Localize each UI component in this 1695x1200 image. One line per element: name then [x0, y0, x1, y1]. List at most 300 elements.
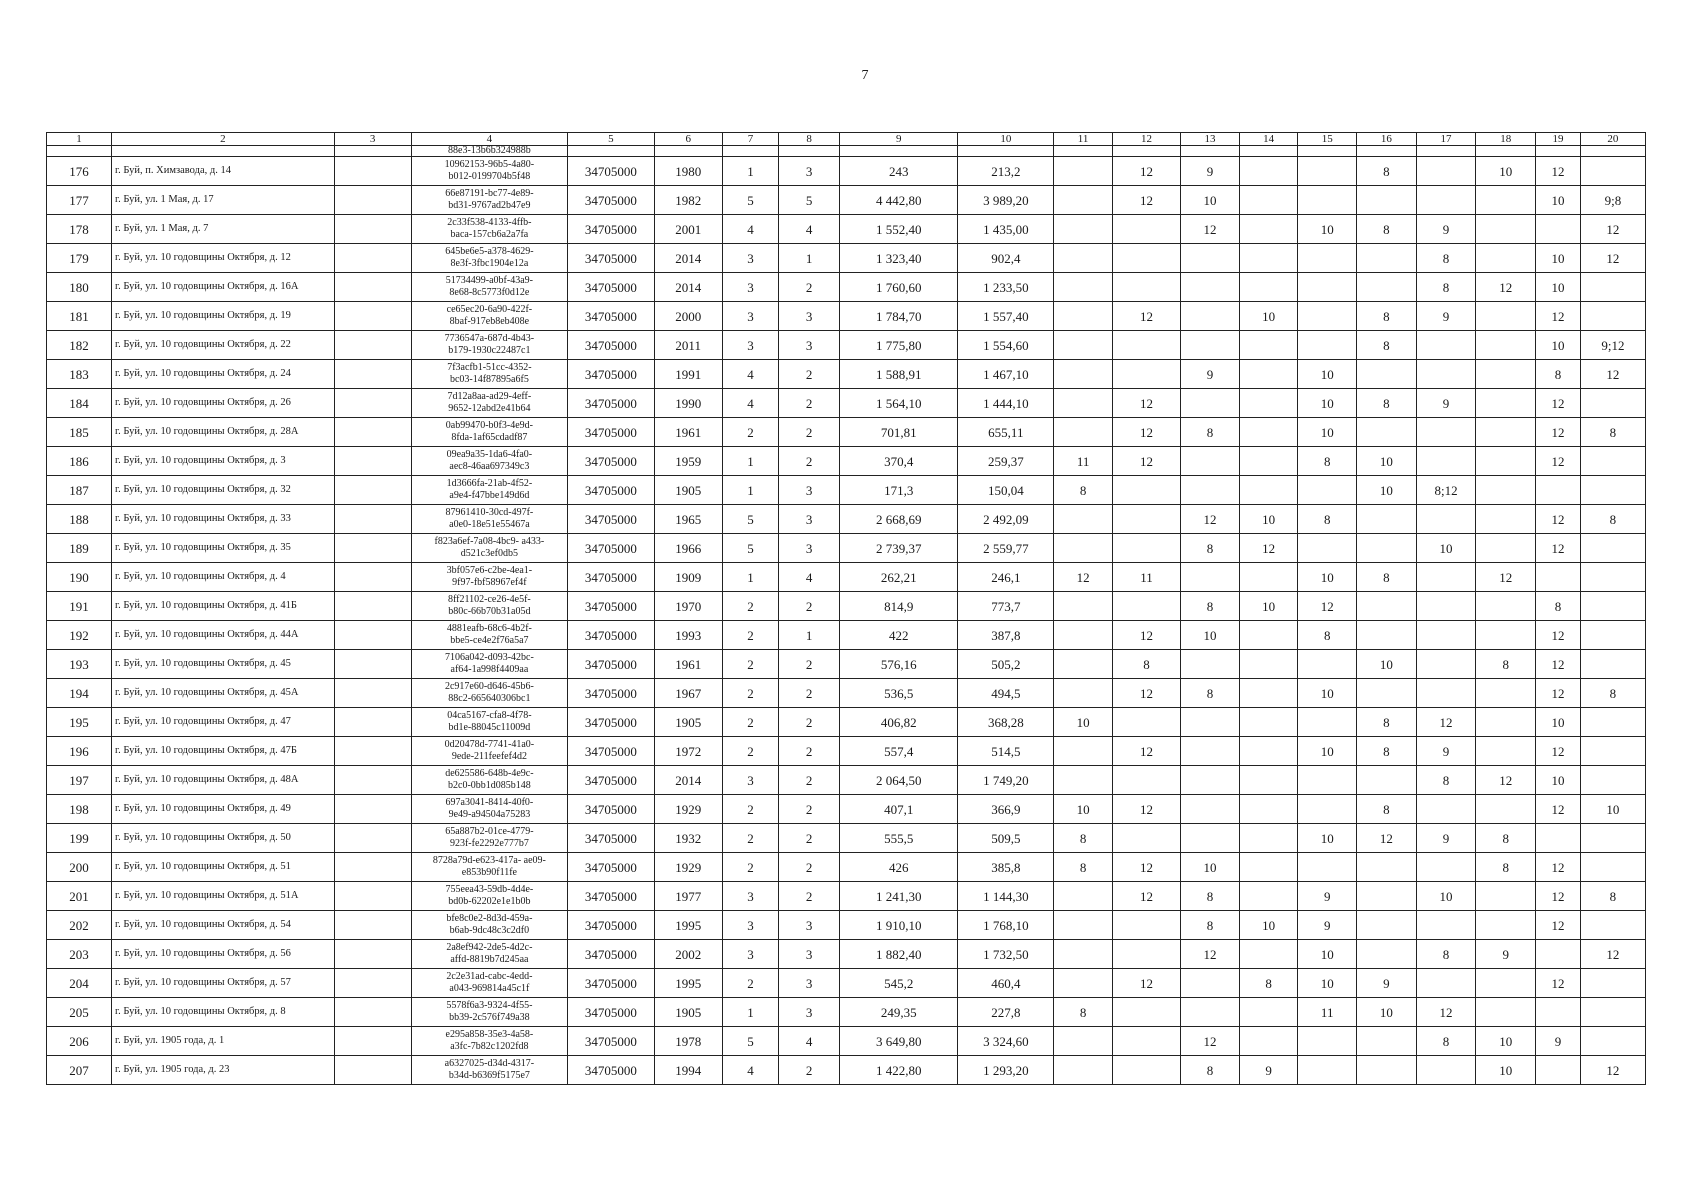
- value-cell: [1239, 389, 1298, 418]
- value-cell: 12: [1112, 795, 1180, 824]
- value-cell: 1: [779, 244, 840, 273]
- value-cell: [1239, 418, 1298, 447]
- value-cell: 2 492,09: [958, 505, 1054, 534]
- value-cell: [1476, 244, 1536, 273]
- address-cell: г. Буй, ул. 10 годовщины Октября, д. 24: [112, 360, 335, 389]
- value-cell: 366,9: [958, 795, 1054, 824]
- value-cell: 12: [1536, 911, 1581, 940]
- row-number-cell: 190: [47, 563, 112, 592]
- value-cell: [1476, 592, 1536, 621]
- value-cell: [1054, 331, 1113, 360]
- value-cell: [1239, 186, 1298, 215]
- value-cell: 10: [1298, 824, 1357, 853]
- value-cell: [1580, 969, 1645, 998]
- value-cell: 655,11: [958, 418, 1054, 447]
- value-cell: 8: [1298, 505, 1357, 534]
- value-cell: 8: [1357, 737, 1417, 766]
- value-cell: [1239, 157, 1298, 186]
- guid-cell: [411, 302, 568, 331]
- year-cell: 1905: [654, 998, 722, 1027]
- value-cell: 8: [1239, 969, 1298, 998]
- value-cell: 10: [1239, 302, 1298, 331]
- value-cell: 2: [722, 795, 778, 824]
- value-cell: [1357, 853, 1417, 882]
- value-cell: [1112, 476, 1180, 505]
- value-cell: 8: [1476, 650, 1536, 679]
- empty-cell: [334, 621, 411, 650]
- oktmo-cell: 34705000: [568, 157, 654, 186]
- guid-cell: [411, 186, 568, 215]
- guid-line-2: af64-1a998f4409aa: [450, 664, 529, 675]
- value-cell: 1: [722, 447, 778, 476]
- value-cell: 1 588,91: [840, 360, 958, 389]
- value-cell: [1181, 244, 1240, 273]
- row-number-cell: 203: [47, 940, 112, 969]
- value-cell: [1239, 476, 1298, 505]
- guid-line-2: bd31-9767ad2b47e9: [448, 200, 531, 211]
- address-cell: г. Буй, ул. 10 годовщины Октября, д. 4: [112, 563, 335, 592]
- value-cell: 8: [1476, 853, 1536, 882]
- value-cell: 12: [1112, 621, 1180, 650]
- guid-line-1: 2c33f538-4133-4ffb-: [447, 217, 532, 228]
- value-cell: 1 422,80: [840, 1056, 958, 1085]
- value-cell: 8: [1580, 418, 1645, 447]
- value-cell: 3: [722, 302, 778, 331]
- oktmo-cell: 34705000: [568, 273, 654, 302]
- value-cell: 2 064,50: [840, 766, 958, 795]
- guid-line-2: 9e49-a94504a75283: [448, 809, 531, 820]
- value-cell: [1181, 766, 1240, 795]
- guid-line-2: 923f-fe2292e777b7: [449, 838, 529, 849]
- value-cell: 10: [1476, 1027, 1536, 1056]
- column-number-cell: 9: [840, 133, 958, 146]
- value-cell: 4: [779, 215, 840, 244]
- guid-line-1: 2c917e60-d646-45b6-: [444, 681, 534, 692]
- value-cell: [1298, 1056, 1357, 1085]
- value-cell: 557,4: [840, 737, 958, 766]
- value-cell: 9: [1416, 389, 1476, 418]
- value-cell: [1239, 737, 1298, 766]
- value-cell: 902,4: [958, 244, 1054, 273]
- value-cell: [1476, 331, 1536, 360]
- column-number-cell: 18: [1476, 133, 1536, 146]
- value-cell: [1416, 360, 1476, 389]
- value-cell: 12: [1181, 505, 1240, 534]
- value-cell: [1054, 1027, 1113, 1056]
- guid-line-2: bbe5-ce4e2f76a5a7: [450, 635, 529, 646]
- value-cell: 12: [1476, 563, 1536, 592]
- value-cell: 12: [1536, 737, 1581, 766]
- oktmo-cell: 34705000: [568, 940, 654, 969]
- value-cell: 10: [1239, 505, 1298, 534]
- value-cell: [1580, 563, 1645, 592]
- value-cell: [1181, 737, 1240, 766]
- value-cell: [1054, 679, 1113, 708]
- guid-line-1: 2a8ef942-2de5-4d2c-: [446, 942, 533, 953]
- value-cell: [1580, 708, 1645, 737]
- value-cell: [1416, 505, 1476, 534]
- value-cell: 2: [722, 853, 778, 882]
- guid-line-1: a6327025-d34d-4317-: [444, 1058, 535, 1069]
- value-cell: [1357, 534, 1417, 563]
- address-cell: г. Буй, ул. 10 годовщины Октября, д. 16А: [112, 273, 335, 302]
- value-cell: 10: [1239, 911, 1298, 940]
- value-cell: 9: [1416, 302, 1476, 331]
- value-cell: [1580, 766, 1645, 795]
- guid-line-1: de625586-648b-4e9c-: [445, 768, 534, 779]
- value-cell: [1181, 563, 1240, 592]
- address-cell: г. Буй, ул. 10 годовщины Октября, д. 49: [112, 795, 335, 824]
- value-cell: 8: [1357, 157, 1417, 186]
- value-cell: 407,1: [840, 795, 958, 824]
- value-cell: 2: [779, 447, 840, 476]
- value-cell: 3: [722, 911, 778, 940]
- table-row: [47, 563, 1646, 592]
- row-number-cell: 200: [47, 853, 112, 882]
- address-cell: г. Буй, ул. 10 годовщины Октября, д. 41Б: [112, 592, 335, 621]
- value-cell: [1357, 273, 1417, 302]
- guid-line-1: 4881eafb-68c6-4b2f-: [446, 623, 532, 634]
- guid-cell: [411, 824, 568, 853]
- oktmo-cell: 34705000: [568, 911, 654, 940]
- value-cell: [1112, 534, 1180, 563]
- value-cell: 12: [1416, 708, 1476, 737]
- guid-line-1: 7736547a-687d-4b43-: [444, 333, 535, 344]
- value-cell: [1416, 186, 1476, 215]
- value-cell: [1298, 186, 1357, 215]
- value-cell: 1 557,40: [958, 302, 1054, 331]
- year-cell: 1978: [654, 1027, 722, 1056]
- table-row: [47, 476, 1646, 505]
- value-cell: [1416, 563, 1476, 592]
- value-cell: 12: [1536, 302, 1581, 331]
- value-cell: 2: [779, 389, 840, 418]
- row-number-cell: 199: [47, 824, 112, 853]
- value-cell: [1181, 824, 1240, 853]
- empty-cell: [334, 998, 411, 1027]
- guid-cell: [411, 940, 568, 969]
- value-cell: 2: [722, 824, 778, 853]
- guid-line-1: 51734499-a0bf-43a9-: [445, 275, 533, 286]
- empty-cell: [334, 447, 411, 476]
- value-cell: 2: [722, 737, 778, 766]
- value-cell: [1112, 273, 1180, 302]
- value-cell: 1 552,40: [840, 215, 958, 244]
- guid-line-2: d521c3ef0db5: [460, 548, 518, 559]
- column-number-cell: 17: [1416, 133, 1476, 146]
- value-cell: 3: [779, 969, 840, 998]
- value-cell: 3: [722, 940, 778, 969]
- value-cell: [1580, 302, 1645, 331]
- value-cell: [1357, 882, 1417, 911]
- value-cell: 2: [779, 795, 840, 824]
- value-cell: [1239, 650, 1298, 679]
- value-cell: [1357, 621, 1417, 650]
- value-cell: [1054, 505, 1113, 534]
- address-cell: г. Буй, ул. 10 годовщины Октября, д. 45А: [112, 679, 335, 708]
- guid-line-2: 8e68-8c5773f0d12e: [449, 287, 530, 298]
- guid-line-2: 9ede-211feefef4d2: [451, 751, 527, 762]
- address-cell: г. Буй, ул. 1 Мая, д. 7: [112, 215, 335, 244]
- value-cell: [1476, 302, 1536, 331]
- column-number-cell: 11: [1054, 133, 1113, 146]
- value-cell: 8: [1536, 360, 1581, 389]
- value-cell: 10: [1580, 795, 1645, 824]
- value-cell: [1536, 563, 1581, 592]
- empty-cell: [334, 650, 411, 679]
- value-cell: 8: [1054, 853, 1113, 882]
- value-cell: 494,5: [958, 679, 1054, 708]
- value-cell: 509,5: [958, 824, 1054, 853]
- guid-line-1: 8ff21102-ce26-4e5f-: [448, 594, 531, 605]
- value-cell: 8: [1181, 418, 1240, 447]
- value-cell: [1476, 795, 1536, 824]
- oktmo-cell: 34705000: [568, 969, 654, 998]
- guid-line-1: 0d20478d-7741-41a0-: [444, 739, 535, 750]
- column-number-cell: 10: [958, 133, 1054, 146]
- row-number-cell: 181: [47, 302, 112, 331]
- value-cell: 8: [1054, 824, 1113, 853]
- address-cell: г. Буй, ул. 10 годовщины Октября, д. 8: [112, 998, 335, 1027]
- guid-line-1: 1d3666fa-21ab-4f52-: [446, 478, 533, 489]
- guid-line-1: ce65ec20-6a90-422f-: [446, 304, 533, 315]
- value-cell: 9: [1416, 824, 1476, 853]
- oktmo-cell: 34705000: [568, 737, 654, 766]
- year-cell: 2014: [654, 244, 722, 273]
- address-cell: г. Буй, ул. 10 годовщины Октября, д. 44А: [112, 621, 335, 650]
- value-cell: 10: [1536, 186, 1581, 215]
- column-number-cell: 3: [334, 133, 411, 146]
- value-cell: 12: [1536, 157, 1581, 186]
- year-cell: 2014: [654, 273, 722, 302]
- table-row: [47, 882, 1646, 911]
- value-cell: 1: [779, 621, 840, 650]
- value-cell: [1181, 998, 1240, 1027]
- table-row: [47, 998, 1646, 1027]
- value-cell: 8: [1298, 621, 1357, 650]
- value-cell: [1239, 244, 1298, 273]
- guid-cell: [411, 563, 568, 592]
- value-cell: 12: [1181, 215, 1240, 244]
- value-cell: 3: [779, 302, 840, 331]
- value-cell: 1: [722, 476, 778, 505]
- guid-line-1: 7106a042-d093-42bc-: [444, 652, 534, 663]
- value-cell: 10: [1054, 795, 1113, 824]
- guid-line-1: 697a3041-8414-40f0-: [445, 797, 534, 808]
- value-cell: [1536, 476, 1581, 505]
- empty-cell: [334, 824, 411, 853]
- guid-line-1: 10962153-96b5-4a80-: [444, 159, 535, 170]
- value-cell: 3: [722, 766, 778, 795]
- value-cell: 12: [1536, 882, 1581, 911]
- value-cell: 3: [722, 882, 778, 911]
- value-cell: 9: [1181, 157, 1240, 186]
- value-cell: [1298, 766, 1357, 795]
- value-cell: [1580, 157, 1645, 186]
- value-cell: 10: [1536, 273, 1581, 302]
- value-cell: 12: [1112, 969, 1180, 998]
- guid-cell: [411, 447, 568, 476]
- empty-cell: [334, 853, 411, 882]
- column-number-cell: 7: [722, 133, 778, 146]
- guid-line-2: a0e0-18e51e55467a: [449, 519, 530, 530]
- column-number-cell: 1: [47, 133, 112, 146]
- value-cell: 4: [722, 389, 778, 418]
- guid-cell: [411, 505, 568, 534]
- value-cell: [1416, 621, 1476, 650]
- row-number-cell: 191: [47, 592, 112, 621]
- guid-cell: [411, 1027, 568, 1056]
- value-cell: 1 768,10: [958, 911, 1054, 940]
- value-cell: 10: [1298, 215, 1357, 244]
- value-cell: 2 559,77: [958, 534, 1054, 563]
- value-cell: 1 293,20: [958, 1056, 1054, 1085]
- value-cell: [1239, 447, 1298, 476]
- value-cell: 4: [722, 360, 778, 389]
- value-cell: 8: [1416, 766, 1476, 795]
- guid-line-1: 04ca5167-cfa8-4f78-: [447, 710, 532, 721]
- continuation-row: [47, 146, 1646, 157]
- value-cell: 12: [1536, 679, 1581, 708]
- year-cell: 1965: [654, 505, 722, 534]
- value-cell: 12: [1536, 534, 1581, 563]
- value-cell: 8: [1181, 1056, 1240, 1085]
- value-cell: 12: [1298, 592, 1357, 621]
- value-cell: 9: [1181, 360, 1240, 389]
- value-cell: 12: [1536, 621, 1581, 650]
- year-cell: 2001: [654, 215, 722, 244]
- guid-cell: [411, 853, 568, 882]
- year-cell: 1995: [654, 969, 722, 998]
- value-cell: 10: [1298, 563, 1357, 592]
- value-cell: 8: [1416, 244, 1476, 273]
- column-number-cell: 6: [654, 133, 722, 146]
- row-number-cell: 188: [47, 505, 112, 534]
- value-cell: 9: [1416, 737, 1476, 766]
- value-cell: 8: [1181, 592, 1240, 621]
- value-cell: 8: [1416, 273, 1476, 302]
- value-cell: 814,9: [840, 592, 958, 621]
- value-cell: 3: [779, 476, 840, 505]
- value-cell: 2 668,69: [840, 505, 958, 534]
- value-cell: [1580, 447, 1645, 476]
- table-row: [47, 157, 1646, 186]
- value-cell: 2 739,37: [840, 534, 958, 563]
- row-number-cell: 179: [47, 244, 112, 273]
- value-cell: [1580, 737, 1645, 766]
- guid-line-2: bd0b-62202e1e1b0b: [448, 896, 531, 907]
- value-cell: [1476, 679, 1536, 708]
- year-cell: 1980: [654, 157, 722, 186]
- column-number-cell: 2: [112, 133, 335, 146]
- year-cell: 1994: [654, 1056, 722, 1085]
- value-cell: 2: [779, 708, 840, 737]
- value-cell: 249,35: [840, 998, 958, 1027]
- oktmo-cell: 34705000: [568, 476, 654, 505]
- value-cell: 243: [840, 157, 958, 186]
- value-cell: [1054, 360, 1113, 389]
- value-cell: 8;12: [1416, 476, 1476, 505]
- value-cell: 10: [1357, 998, 1417, 1027]
- value-cell: 5: [722, 505, 778, 534]
- value-cell: 8: [1357, 795, 1417, 824]
- value-cell: [1239, 998, 1298, 1027]
- value-cell: 1 554,60: [958, 331, 1054, 360]
- value-cell: [1112, 1056, 1180, 1085]
- row-number-cell: 176: [47, 157, 112, 186]
- empty-cell: [334, 1027, 411, 1056]
- value-cell: [1112, 824, 1180, 853]
- value-cell: 12: [1536, 650, 1581, 679]
- value-cell: [1054, 882, 1113, 911]
- year-cell: 1990: [654, 389, 722, 418]
- guid-line-2: a9e4-f47bbe149d6d: [449, 490, 530, 501]
- guid-cell: [411, 795, 568, 824]
- value-cell: [1298, 650, 1357, 679]
- value-cell: [1112, 215, 1180, 244]
- guid-line-1: 09ea9a35-1da6-4fa0-: [446, 449, 533, 460]
- value-cell: 9: [1476, 940, 1536, 969]
- value-cell: 2: [779, 766, 840, 795]
- oktmo-cell: 34705000: [568, 186, 654, 215]
- guid-line-2: b012-0199704b5f48: [448, 171, 531, 182]
- value-cell: 701,81: [840, 418, 958, 447]
- value-cell: [1239, 708, 1298, 737]
- value-cell: [1416, 679, 1476, 708]
- value-cell: 8: [1181, 679, 1240, 708]
- guid-cell: [411, 418, 568, 447]
- value-cell: [1112, 244, 1180, 273]
- value-cell: 10: [1054, 708, 1113, 737]
- value-cell: [1181, 969, 1240, 998]
- value-cell: [1054, 273, 1113, 302]
- value-cell: 171,3: [840, 476, 958, 505]
- table-row: [47, 215, 1646, 244]
- value-cell: 368,28: [958, 708, 1054, 737]
- table-body: [47, 133, 1646, 1085]
- value-cell: 8: [1181, 882, 1240, 911]
- value-cell: 12: [1112, 853, 1180, 882]
- value-cell: 12: [1416, 998, 1476, 1027]
- value-cell: [1476, 911, 1536, 940]
- value-cell: 9;12: [1580, 331, 1645, 360]
- row-number-cell: 193: [47, 650, 112, 679]
- table-row: [47, 969, 1646, 998]
- column-number-cell: 8: [779, 133, 840, 146]
- value-cell: [1181, 708, 1240, 737]
- value-cell: [1181, 331, 1240, 360]
- row-number-cell: 185: [47, 418, 112, 447]
- value-cell: 12: [1054, 563, 1113, 592]
- value-cell: 4: [722, 1056, 778, 1085]
- value-cell: 12: [1536, 447, 1581, 476]
- empty-cell: [334, 563, 411, 592]
- value-cell: [1239, 563, 1298, 592]
- value-cell: 387,8: [958, 621, 1054, 650]
- value-cell: 545,2: [840, 969, 958, 998]
- value-cell: 12: [1476, 273, 1536, 302]
- value-cell: [1239, 795, 1298, 824]
- value-cell: 2: [722, 679, 778, 708]
- value-cell: 2: [722, 969, 778, 998]
- value-cell: 2: [779, 273, 840, 302]
- value-cell: [1357, 418, 1417, 447]
- value-cell: 3: [722, 331, 778, 360]
- guid-line-2: b179-1930c22487c1: [448, 345, 531, 356]
- empty-cell: [334, 186, 411, 215]
- value-cell: 9;8: [1580, 186, 1645, 215]
- value-cell: [1476, 186, 1536, 215]
